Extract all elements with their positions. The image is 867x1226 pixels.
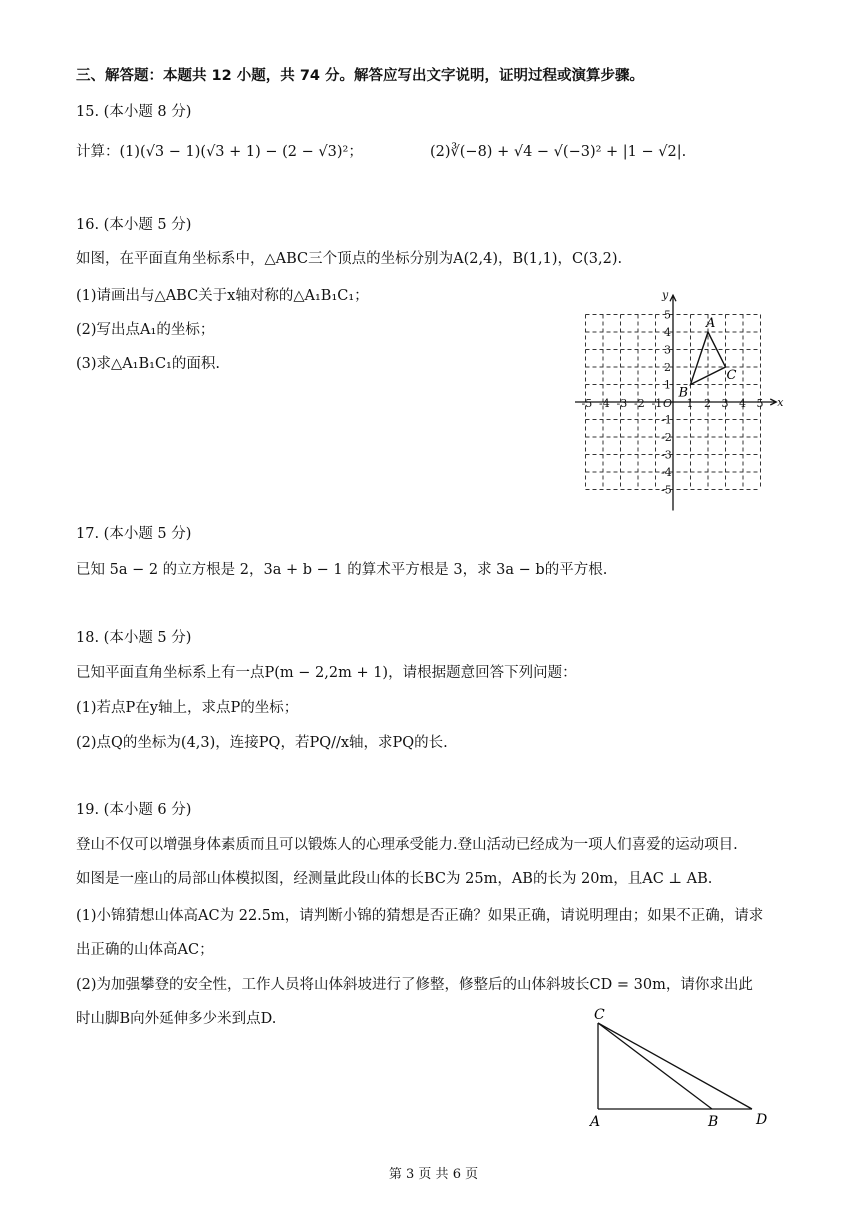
label-a: A (590, 1114, 601, 1130)
q19-title: 19. (本小题 6 分) (76, 802, 192, 818)
y-tick-label: -4 (661, 466, 672, 479)
q19-line-4: 出正确的山体高AC； (76, 942, 214, 958)
q16-item-3: (3)求△A₁B₁C₁的面积. (76, 356, 220, 372)
label-d: D (756, 1112, 768, 1128)
q18-intro: 已知平面直角坐标系上有一点P(m − 2,2m + 1)，请根据题意回答下列问题： (76, 665, 577, 681)
y-tick-label: 4 (664, 326, 671, 339)
y-tick-label: 1 (664, 378, 671, 392)
segment-cb (598, 1023, 712, 1109)
q18-item-2: (2)点Q的坐标为(4,3)，连接PQ，若PQ//x轴，求PQ的长. (76, 735, 448, 751)
segment-cd (598, 1023, 752, 1109)
q19-line-6: 时山脚B向外延伸多少米到点D. (76, 1011, 277, 1027)
x-tick-label: 1 (686, 397, 694, 410)
vertex-label-c: C (726, 368, 737, 383)
q16-title: 16. (本小题 5 分) (76, 217, 192, 233)
page-footer: 第 3 页 共 6 页 (388, 1167, 479, 1182)
q15-part1: 计算：(1)(√3 − 1)(√3 + 1) − (2 − √3)²； (76, 144, 363, 160)
q18-title: 18. (本小题 5 分) (76, 630, 192, 646)
y-tick-label: 5 (664, 308, 671, 322)
q16-item-2: (2)写出点A₁的坐标； (76, 322, 215, 338)
q19-line-5: (2)为加强攀登的安全性，工作人员将山体斜坡进行了修整，修整后的山体斜坡长CD = 30m，请你求出此 (76, 977, 753, 993)
x-tick-label: -5 (581, 397, 593, 410)
y-tick-label: -3 (661, 448, 672, 462)
x-tick-label: -2 (634, 397, 645, 410)
x-tick-label: -4 (599, 397, 610, 410)
q15-part2: (2)∛(−8) + √4 − √(−3)² + |1 − √2|. (430, 144, 687, 160)
origin-label: O (663, 397, 673, 410)
x-tick-label: 4 (739, 397, 746, 410)
label-b: B (708, 1114, 719, 1130)
q15-title: 15. (本小题 8 分) (76, 104, 192, 120)
x-tick-label: -1 (651, 397, 663, 410)
y-tick-label: -2 (661, 431, 672, 444)
vertex-label-b: B (678, 385, 689, 401)
y-tick-label: -5 (661, 483, 672, 497)
x-tick-label: 5 (756, 397, 764, 410)
y-tick-label: 2 (664, 361, 671, 374)
q16-item-1: (1)请画出与△ABC关于x轴对称的△A₁B₁C₁； (76, 288, 369, 304)
q19-line-2: 如图是一座山的局部山体模拟图，经测量此段山体的长BC为 25m，AB的长为 20m，且AC ⊥ AB. (76, 871, 713, 887)
x-tick-label: 2 (704, 397, 711, 410)
triangle-abc (678, 316, 737, 401)
q16-intro: 如图，在平面直角坐标系中，△ABC三个顶点的坐标分别为A(2,4)，B(1,1)，C(3,2). (76, 251, 623, 267)
x-axis-label: x (777, 396, 784, 409)
q18-item-1: (1)若点P在y轴上，求点P的坐标； (76, 700, 299, 716)
y-tick-label: 3 (664, 343, 671, 357)
q19-line-1: 登山不仅可以增强身体素质而且可以锻炼人的心理承受能力.登山活动已经成为一项人们喜爱的运动项目. (76, 837, 738, 853)
x-tick-label: 3 (721, 397, 729, 410)
mountain-figure (580, 1005, 780, 1130)
vertex-label-a: A (706, 316, 716, 331)
q17-text: 已知 5a − 2 的立方根是 2，3a + b − 1 的算术平方根是 3，求 3a − b的平方根. (76, 562, 608, 578)
label-c: C (594, 1007, 605, 1023)
y-axis-label: y (662, 288, 669, 302)
q17-title: 17. (本小题 5 分) (76, 526, 192, 542)
coordinate-grid-figure (560, 282, 790, 512)
section-heading: 三、解答题：本题共 12 小题，共 74 分。解答应写出文字说明，证明过程或演算步骤。 (76, 68, 645, 84)
y-tick-label: -1 (661, 413, 672, 427)
q19-line-3: (1)小锦猜想山体高AC为 22.5m，请判断小锦的猜想是否正确？如果正确，请说明理由；如果不正确，请求 (76, 908, 764, 924)
x-tick-label: -3 (616, 397, 628, 410)
